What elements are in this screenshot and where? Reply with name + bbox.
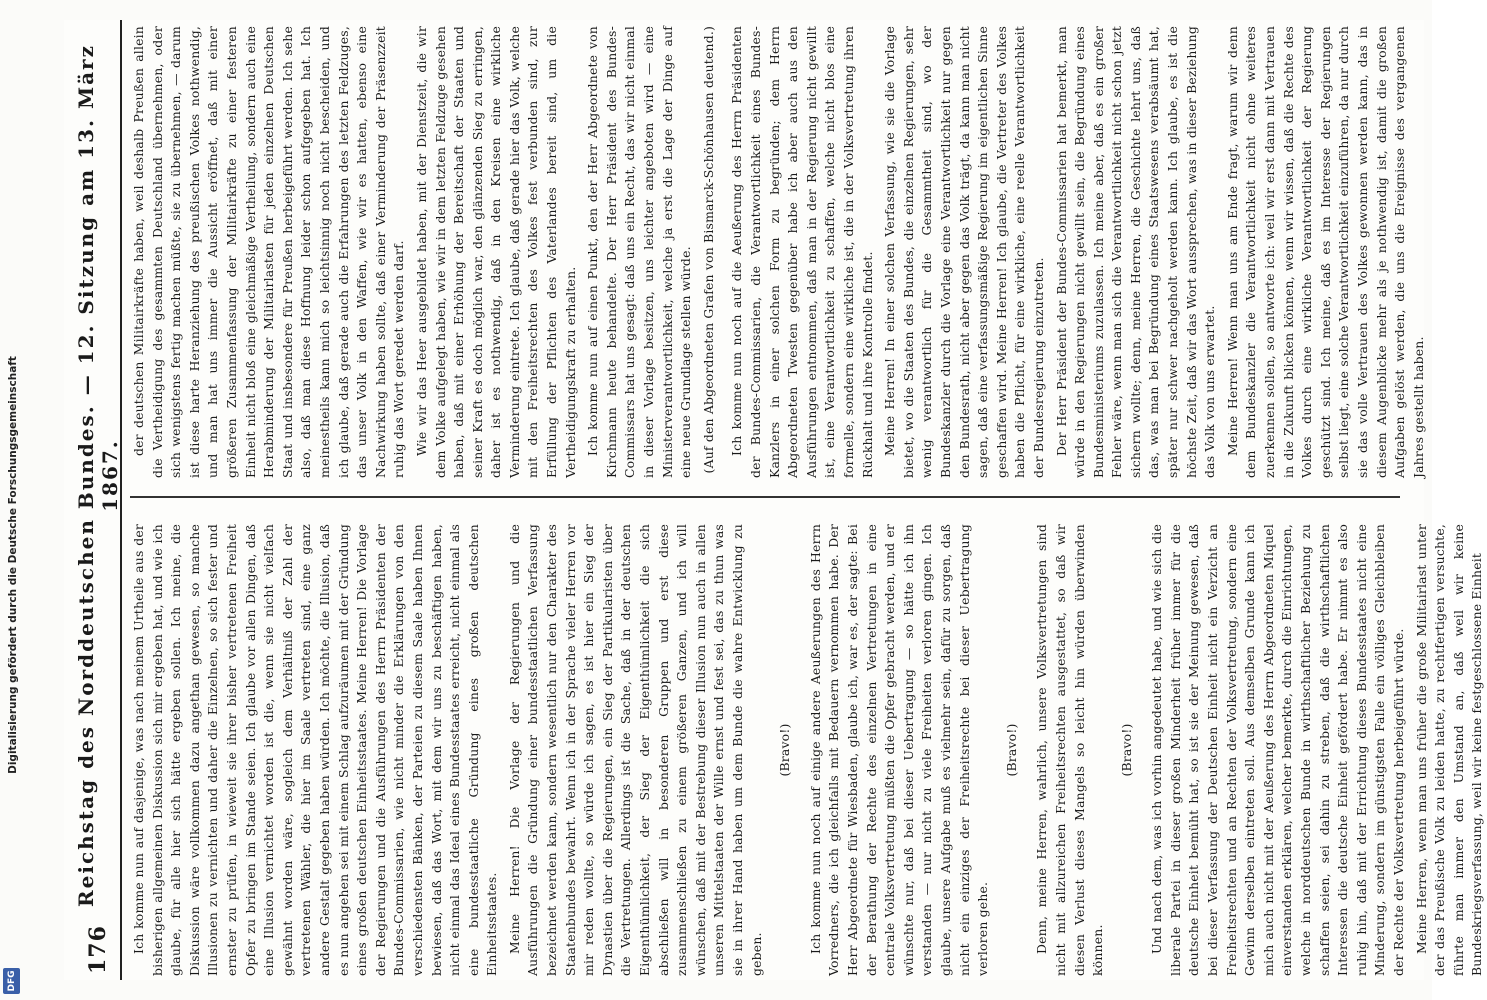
left-column-paragraph: Und nach dem, was ich vorhin angedeutet habe, und wie sich die liberale Partei in dieser großen Minderheit früher immer für die deutsche Einheit bemüht hat, so ist sie der Meinung gewesen, daß bei dieser Verfassung der Deutschen Einheit nicht ein Verzicht an Freiheitsrechten und an Rechten der Volksvertretung, sondern eine Gewinn derselben eintreten soll. Aus demselben Grunde kann ich mich auch nicht mit der Aeußerung des Herrn Abgeordneten Miquel einverstanden erklären, welcher bemerkte, durch die Einrichtungen, welche in norddeutschen Bunde in wirthschaftlicher Beziehung zu schaffen seien, sei dahin zu streben, daß die wirthschaftlichen Interessen die deutsche Einheit gefördert habe. Er nimmt es also ruhig hin, daß mit der Errichtung dieses Bundesstaates nicht eine Minderung, sondern im günstigsten Falle ein völliges Gleichbleiben der Rechte der Volksvertretung herbeigeführt würde. [1149,524,1406,976]
right-column-paragraph: Ich komme nun auf einen Punkt, den der Herr Abgeordnete von Kirchmann heute behandelte. Der Herr Präsident des Bundes-Commissars hat uns gesagt: daß uns ein Recht, das wir nicht einmal in dieser Vorlage besitzen, uns leichter angeboten wird — eine Ministerverantwortlichkeit, welche ja erst die Lage der Dinge auf eine neue Grundlage stellen würde. [585,26,694,478]
left-column-paragraph: (Bravo!) [777,723,793,777]
rotated-newspaper-page [64,20,1485,980]
right-column-paragraph: Meine Herren! In einer solchen Verfassung, wie sie die Vorlage bietet, wo die Staaten des Bundes, die einzelnen Regierungen, sehr wenig verantwortlich für die Gesammtheit sind, wo der Bundeskanzler durch die Vorlage eine Verantwortlichkeit nur gegen den Bundesrath, nicht aber gegen das Volk trägt, da kann man nicht sagen, daß eine verfassungsmäßige Regierung im eigentlichen Sinne geschaffen wird. Meine Herren! Ich glaube, die Vertreter des Volkes haben die Pflicht, für eine wirkliche, eine reelle Verantwortlichkeit der Bundesregierung einzutreten. [882,26,1046,478]
left-column-paragraph: Meine Herren, wenn man uns früher die große Militairlast unter der das Preußische Volk zu leiden hatte, zu rechtfertigen versuchte, führte man immer den Umstand an, daß weil wir keine Bundeskriegsverfassung, weil wir keine festgeschlossene Einheit [1413,524,1485,976]
right-column [130,26,1426,478]
left-column-paragraph: Denn, meine Herren, wahrlich, unsere Volksvertretungen sind nicht mit allzureichen Freiheitsrechten ausgestattet, so daß wir diesen Verlust dieses Mangels so leicht hin würden überwinden können. [1034,524,1106,976]
left-column-paragraph: (Bravo!) [1118,723,1134,777]
left-column-paragraph: Ich komme nun noch auf einige andere Aeußerungen des Herrn Vorredners, die ich gleichfalls mit Bedauern vernommen habe. Der Herr Abgeordnete für Wiesbaden, glaube ich, war es, der sagte: Bei der Berathung der Rechte des einzelnen Vertretungen in eine centrale Volksvertretung müßten die Opfer gebracht werden, und er wünschte nur, daß bei dieser Uebertragung — so hätte ich ihn verstanden — nur nicht zu viele Freiheiten verloren gingen. Ich glaube, unsere Aufgabe muß es vielmehr sein, dafür zu sorgen, daß nicht ein einziges der Freiheitsrechte bei dieser Uebertragung verloren gehe. [807,524,991,976]
right-column-paragraph: Ich komme nun noch auf die Aeußerung des Herrn Präsidenten der Bundes-Commissarien, die Verantwortlichkeit eines Bundes-Kanzlers in einer solchen Form zu begründen; dem Herrn Abgeordneten Twesten gegenüber habe ich aber auch aus den Ausführungen entnommen, daß man in der Regierung nicht gewillt ist, eine Verantwortlichkeit zu schaffen, welche nicht blos eine formelle, sondern eine wirkliche ist, die in der Volksvertretung ihren Rückhalt und ihre Kontrolle findet. [729,26,875,478]
page-header [76,20,122,980]
column-divider [130,496,1400,498]
page-title: Reichstag des Norddeutschen Bundes. — 12. Sitzung am 13. März 1867. [74,44,122,907]
page-number: 176 [85,925,111,974]
left-column-paragraph: (Bravo!) [1003,723,1019,777]
digitization-note: Digitalisierung gefördert durch die Deutsche Forschungsgemeinschaft [7,356,19,774]
right-column-paragraph: Meine Herren! Wenn man uns am Ende fragt, warum wir denn dem Bundeskanzler die Verantwortlichkeit nicht ohne weiteres zuerkennen sollen, so antworte ich: weil wir erst dann mit Vertrauen in die Zukunft blicken können, wenn wir wissen, daß die Rechte des Volkes durch eine wirkliche Verantwortlichkeit der Regierung geschützt sind. Ich meine, daß es im Interesse der Regierungen selbst liegt, eine solche Verantwortlichkeit einzuführen, da nur durch sie das volle Vertrauen des Volkes gewonnen werden kann, das in diesem Augenblicke mehr als je nothwendig ist, damit die großen Aufgaben gelöst werden, die uns die Ereignisse des vergangenen Jahres gestellt haben. [1224,26,1426,478]
right-column-paragraph: Der Herr Präsident der Bundes-Commissarien hat bemerkt, man würde in den Regierungen nicht gewillt sein, die Begründung eines Bundesministeriums zuzulassen. Ich meine aber, daß es ein großer Fehler wäre, wenn man sich die Verantwortlichkeit nicht schon jetzt sichern wollte; denn, meine Herren, die Geschichte lehrt uns, daß das, was man bei Begründung eines Staatswesens verabsäumt hat, später nur schwer nachgeholt werden kann. Ich glaube, es ist die höchste Zeit, daß wir das Wort aussprechen, was in dieser Beziehung das Volk von uns erwartet. [1053,26,1218,478]
left-column-paragraph: Meine Herren! Die Vorlage der Regierungen und die Ausführungen die Gründung einer bundesstaatlichen Verfassung bezeichnet werden kann, sondern wesentlich nur den Charakter des Staatenbundes bewahrt. Wenn ich in der Sprache vieler Herren vor mir reden wollte, so würde ich sagen, es ist hier ein Sieg der Dynastien über die Regierungen, ein Sieg der Partikularisten über die Vertretungen. Allerdings ist die Sache, daß in der deutschen Eigenthümlichkeit, der Sieg der Eigenthümlichkeit die sich abschließen will in besonderen Gruppen und erst diese zusammenschließen zu einem größeren Ganzen, und ich will wünschen, daß mit der Bestrebung dieser Illusion nun auch in allen unseren Mittelstaaten der Wille ernst und fest sei, das zu thun was sie in ihrer Hand haben um dem Bunde die wahre Entwicklung zu geben. [506,524,764,976]
dfg-logo: DFG [3,968,20,994]
right-column-paragraph: der deutschen Militairkräfte haben, weil deshalb Preußen allein die Vertheidigung des gesammten Deutschland übernehmen, oder sich wenigstens fertig machen müßte, sie zu übernehmen, — darum ist diese harte Heranziehung des preußischen Volkes nothwendig, und man hat uns immer die Aussicht eröffnet, daß mit einer größeren Zusammenfassung der Militairkräfte zu einer festeren Einheit nicht bloß eine gleichmäßige Vertheilung, sondern auch eine Herabminderung der Militairlasten für jeden einzelnen Deutschen Staat und insbesondere für Preußen herbeigeführt werden. Ich sehe also, daß man diese Hoffnung leider schon aufgegeben hat. Ich meinestheils kann mich so leichtsinnig noch nicht bescheiden, und ich glaube, daß gerade auch die Erfahrungen des letzten Feldzuges, das unser Volk in den Waffen, wie wir es hatten, ebenso eine Nachwirkung haben sollte, daß einer Verminderung der Präsenzzeit ruhig das Wort geredet werden darf. [131,26,407,478]
left-column-paragraph: Ich komme nun auf dasjenige, was nach meinem Urtheile aus der bisherigen allgemeinen Diskussion sich mir ergeben hat, und wie ich glaube, für alle hier sich hätte ergeben sollen. Ich meine, die Diskussion wäre vollkommen dazu angethan gewesen, so manche Illusionen zu vernichten und daher die Einzelnen, so sich fester und ernster zu prüfen, in wieweit sie ihrer bisher vertretenen Freiheit Opfer zu bringen im Stande seien. Ich glaube vor allen Dingen, daß eine Illusion vernichtet worden ist die, wenn sie nicht vielfach gewähnt worden wäre, sogleich dem Verhältniß der Zahl der vertretenen Wähler, die hier im Saale vertreten sind, eine ganz andere Gestalt gegeben haben würden. Ich möchte, die Illusion, daß es nun angehen sei mit einem Schlag aufzuräumen mit der Gründung eines großen deutschen Einheitsstaates. Meine Herren! Die Vorlage der Regierungen und die Ausführungen des Herrn Präsidenten der Bundes-Commissarien, wie nicht minder die Erklärungen von den verschiedensten Bänken, der Parteien zu diesem Saale haben Ihnen bewiesen, daß das Wort, mit dem wir uns zu beschäftigen haben, nicht einmal das Ideal eines Bundesstaates erreicht, nicht einmal als eine bundesstaatliche Gründung eines großen deutschen Einheitsstaates. [131,524,500,976]
right-column-paragraph: (Auf den Abgeordneten Grafen von Bismarck-Schönhausen deutend.) [700,26,716,474]
right-column-paragraph: Wie wir das Heer ausgebildet haben, mit der Dienstzeit, die wir dem Volke aufgelegt haben, wie wir in dem letzten Feldzuge gesehen haben, daß mit einer Erhöhung der Bereitschaft der Staaten und seiner Kraft es doch möglich war, den glänzenden Sieg zu erringen, daher ist es nothwendig, daß in den Kreisen eine wirkliche Verminderung eintrete. Ich glaube, daß gerade hier das Volk, welche mit den Freiheitsrechten des Volkes fest verbunden sind, zur Erfüllung der Pflichten des Vaterlandes bereit sind, um die Vertheidigungskraft zu erhalten. [413,26,578,478]
left-column [130,524,1485,976]
